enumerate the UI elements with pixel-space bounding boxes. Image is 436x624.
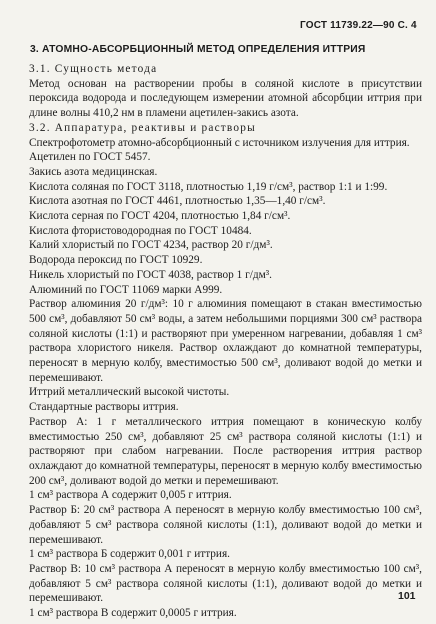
- paragraph: Водорода пероксид по ГОСТ 10929.: [29, 254, 203, 267]
- document-header: ГОСТ 11739.22—90 С. 4: [300, 20, 417, 31]
- paragraph: Спектрофотометр атомно-абсорбционный с источником излучения для иттрия.: [29, 136, 410, 149]
- paragraph: Раствор А: 1 г металлического иттрия помещают в коническую колбу вместимостью 250 см³, добавляют 25 см³ раствора соляной кислоты (1:1) и растворяют при слабом нагревании. После растворения иттрия раствор охлаждают до комнатной температуры, переносят в мерную колбу вместимостью 200 см³, доливают водой до метки и перемешивают.: [29, 415, 422, 487]
- paragraph: Алюминий по ГОСТ 11069 марки А999.: [29, 283, 223, 296]
- paragraph: 1 см³ раствора В содержит 0,0005 г иттрия.: [29, 607, 237, 620]
- paragraph: Ацетилен по ГОСТ 5457.: [29, 151, 151, 164]
- paragraph: Стандартные растворы иттрия.: [29, 401, 179, 414]
- paragraph: Раствор В: 10 см³ раствора А переносят в мерную колбу вместимостью 100 см³, добавляют 5 см³ раствора соляной кислоты (1:1), доливают водой до метки и перемешивают.: [29, 562, 422, 605]
- section-title: 3. АТОМНО-АБСОРБЦИОННЫЙ МЕТОД ОПРЕДЕЛЕНИЯ ИТТРИЯ: [30, 44, 366, 55]
- paragraph: Иттрий металлический высокой чистоты.: [29, 386, 230, 399]
- paragraph: Раствор Б: 20 см³ раствора А переносят в мерную колбу вместимостью 100 см³, добавляют 5 см³ раствора соляной кислоты (1:1), доливают водой до метки и перемешивают.: [29, 504, 422, 546]
- paragraph: Кислота соляная по ГОСТ 3118, плотностью 1,19 г/см³, раствор 1:1 и 1:99.: [29, 180, 388, 193]
- paragraph: Раствор алюминия 20 г/дм³: 10 г алюминия помещают в стакан вместимостью 500 см³, добавляют 50 см³ воды, а затем небольшими порциями 300 см³ раствора соляной кислоты (1:1) и растворяют при умеренном нагревании, добавляя 1 см³ раствора хлористого никеля. Раствор охлаждают до комнатной температуры, переносят в мерную колбу, вместимостью 500 см³, доливают водой до метки и перемешивают.: [29, 298, 422, 384]
- paragraph: 3.2. Аппаратура, реактивы и растворы: [29, 121, 256, 134]
- paragraph: Кислота фтористоводородная по ГОСТ 10484.: [29, 224, 252, 237]
- page-number: 101: [398, 590, 416, 602]
- paragraph: Кислота серная по ГОСТ 4204, плотностью 1,84 г/см³.: [29, 210, 291, 223]
- paragraph: Метод основан на растворении пробы в соляной кислоте в присутствии пероксида водорода и последующем измерении атомной абсорбции иттрия при длине волны 410,2 нм в пламени ацетилен-закись азота.: [29, 77, 422, 120]
- paragraph: 1 см³ раствора Б содержит 0,001 г иттрия.: [29, 548, 230, 561]
- document-body: [10, 62, 422, 621]
- paragraph: Кислота азотная по ГОСТ 4461, плотностью 1,35—1,40 г/см³.: [29, 195, 326, 208]
- paragraph: 1 см³ раствора А содержит 0,005 г иттрия.: [29, 489, 232, 502]
- paragraph: Калий хлористый по ГОСТ 4234, раствор 20 г/дм³.: [29, 239, 273, 252]
- paragraph: 3.1. Сущность метода: [29, 63, 158, 75]
- paragraph: Никель хлористый по ГОСТ 4038, раствор 1 г/дм³.: [29, 268, 272, 281]
- paragraph: Закись азота медицинская.: [29, 165, 158, 178]
